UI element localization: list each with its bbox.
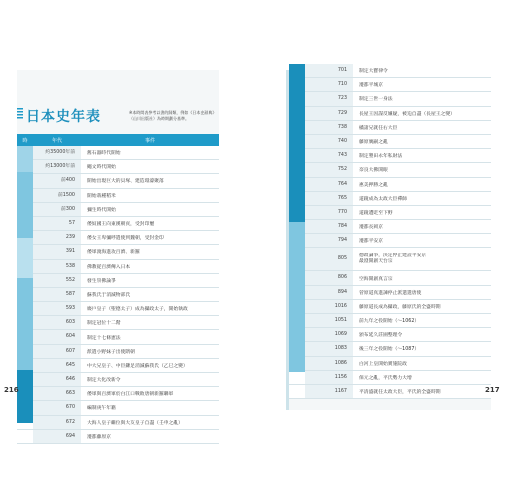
year-cell: 約13000年前 — [33, 160, 81, 173]
page-number: 217 — [485, 386, 500, 394]
table-row — [289, 371, 491, 385]
era-segment — [289, 64, 305, 222]
table-row — [289, 286, 491, 300]
event-cell: 倭女王卑彌呼遣使到魏朝，受封金印 — [87, 236, 164, 242]
year-cell: 1051 — [305, 314, 353, 327]
event-cell: 前九年之役開始（～1062） — [359, 319, 420, 325]
year-cell: 607 — [33, 345, 81, 358]
year-cell: 1016 — [305, 300, 353, 313]
table-row — [289, 248, 491, 271]
year-cell: 1167 — [305, 385, 353, 398]
table-row — [289, 149, 491, 163]
era-cell — [289, 371, 305, 384]
event-cell: 奈良大佛開眼 — [359, 168, 388, 174]
year-cell: 784 — [305, 220, 353, 233]
year-cell: 672 — [33, 416, 81, 429]
year-cell: 593 — [33, 302, 81, 315]
table-body — [17, 146, 219, 444]
right-page — [289, 68, 500, 410]
year-cell: 1156 — [305, 371, 353, 384]
table-row — [289, 357, 491, 371]
event-cell: 頒布延久莊園整理令 — [359, 333, 403, 339]
table-row — [289, 135, 491, 149]
year-cell: 743 — [305, 149, 353, 162]
table-row — [17, 245, 219, 259]
year-cell: 391 — [33, 245, 81, 258]
event-cell: 編制庚午年籍 — [87, 406, 116, 412]
year-cell: 770 — [305, 206, 353, 219]
note-line: （山川出版社）為時期劃分基準。 — [129, 115, 189, 121]
table-row — [17, 316, 219, 330]
page-number: 216 — [4, 386, 19, 394]
event-cell: 大海人皇子繼位與大友皇子自盡（壬申之亂） — [87, 420, 183, 426]
note-line: ※本時間表參考以書的歸類，例如《日本史辭典》 — [129, 110, 217, 115]
year-cell: 538 — [33, 260, 81, 273]
year-cell: 729 — [305, 107, 353, 120]
era-segment — [17, 146, 33, 172]
era-segment — [17, 238, 33, 278]
event-cell: 制定三世一身法 — [359, 97, 393, 103]
event-cell: 繩文時代開始 — [87, 165, 116, 171]
event-cell: 中大兄皇子、中臣鎌足消滅蘇我氏（乙巳之變） — [87, 363, 188, 369]
year-cell: 1069 — [305, 328, 353, 341]
era-segment — [289, 222, 305, 371]
year-cell: 738 — [305, 121, 353, 134]
event-cell: 遷都長岡京 — [359, 225, 383, 231]
table-row — [17, 416, 219, 430]
year-cell: 1086 — [305, 357, 353, 370]
table-row — [17, 359, 219, 373]
event-cell: 派遣小野妹子出使隋朝 — [87, 349, 135, 355]
year-cell: 794 — [305, 234, 353, 247]
event-cell: 倭軍與百濟軍於白江口戰敗唐朝新羅聯軍 — [87, 392, 174, 398]
page-title: 日本史年表 — [26, 109, 101, 125]
year-cell: 894 — [305, 286, 353, 299]
table-row — [17, 217, 219, 231]
table-row — [17, 330, 219, 344]
year-cell: 805 — [305, 248, 353, 270]
table-row — [289, 178, 491, 192]
event-line: 德政論爭，決定停止建設平安京 — [359, 253, 427, 259]
table-row — [17, 174, 219, 188]
year-cell: 1083 — [305, 342, 353, 355]
year-cell: 710 — [305, 78, 353, 91]
table-row — [17, 373, 219, 387]
table-row — [17, 288, 219, 302]
year-cell: 645 — [33, 359, 81, 372]
event-cell: 後三年之役開始（～1087） — [359, 347, 420, 353]
year-cell: 前300 — [33, 203, 81, 216]
left-page — [4, 70, 219, 440]
year-cell: 765 — [305, 192, 353, 205]
event-cell: 遷都平城京 — [359, 83, 383, 89]
table-row — [289, 234, 491, 248]
table-row — [17, 387, 219, 401]
timeline-table-left — [17, 134, 219, 444]
year-cell: 723 — [305, 92, 353, 105]
event-cell: 制定墾田永年私財法 — [359, 154, 403, 160]
table-header — [17, 134, 219, 146]
event-cell: 白河上皇開始實施院政 — [359, 361, 407, 367]
event-cell — [353, 253, 491, 265]
title-notes — [129, 110, 217, 121]
table-row — [289, 107, 491, 121]
event-cell: 保元之亂，平氏勢力大增 — [359, 375, 412, 381]
table-row — [289, 220, 491, 234]
year-cell: 740 — [305, 135, 353, 148]
year-cell: 239 — [33, 231, 81, 244]
era-cell — [289, 385, 305, 398]
table-row — [289, 121, 491, 135]
event-cell: 惠美押勝之亂 — [359, 182, 388, 188]
year-cell: 前400 — [33, 174, 81, 187]
event-cell: 菅原道真進諫停止派遣遣唐使 — [359, 290, 422, 296]
table-row — [289, 192, 491, 206]
table-row — [17, 302, 219, 316]
year-cell: 552 — [33, 274, 81, 287]
era-segment — [17, 370, 33, 423]
table-row — [17, 146, 219, 160]
table-body — [289, 64, 491, 399]
era-segment — [17, 172, 33, 238]
table-row — [17, 160, 219, 174]
event-cell: 佛教從百濟傳入日本 — [87, 264, 131, 270]
table-row — [289, 92, 491, 106]
table-row — [17, 231, 219, 245]
header-year: 年代 — [51, 137, 62, 144]
era-cell — [17, 430, 33, 443]
table-row — [289, 64, 491, 78]
event-cell: 道鏡遭貶至下野 — [359, 210, 393, 216]
table-row — [289, 78, 491, 92]
table-row — [17, 203, 219, 217]
year-cell: 694 — [33, 430, 81, 443]
event-cell: 廄戶皇子（聖德太子）成為攝政太子，開始執政 — [87, 307, 188, 313]
year-cell: 587 — [33, 288, 81, 301]
year-cell: 603 — [33, 316, 81, 329]
event-cell: 開始出現巨大的貝塚、建造環濠聚落 — [87, 179, 164, 185]
year-cell: 57 — [33, 217, 81, 230]
event-line: 最澄開創天台宗 — [359, 259, 393, 265]
table-row — [289, 385, 491, 399]
event-cell: 舊石器時代開始 — [87, 151, 121, 157]
event-cell: 倭奴國王向東漢朝貢，受封印璽 — [87, 222, 155, 228]
event-cell: 藤原道長成為攝政，藤原氏的全盛時期 — [359, 304, 441, 310]
year-cell: 701 — [305, 64, 353, 77]
year-cell: 764 — [305, 178, 353, 191]
table-row — [17, 401, 219, 415]
year-cell: 前1500 — [33, 189, 81, 202]
event-cell: 道鏡成為太政大臣禪師 — [359, 196, 407, 202]
table-row — [289, 271, 491, 285]
table-row — [17, 189, 219, 203]
event-cell: 蘇我氏于消滅物部氏 — [87, 292, 131, 298]
event-cell: 遷都藤原京 — [87, 434, 111, 440]
event-cell: 橘諸兄就任右大臣 — [359, 125, 398, 131]
event-cell: 制定大寶律令 — [359, 69, 388, 75]
year-cell: 約35000年前 — [33, 146, 81, 159]
event-cell: 藤原廣嗣之亂 — [359, 140, 388, 146]
table-row — [289, 314, 491, 328]
table-row — [17, 260, 219, 274]
event-cell: 制定冠位十二階 — [87, 321, 121, 327]
event-cell: 遷都平安京 — [359, 239, 383, 245]
table-row — [289, 206, 491, 220]
year-cell: 806 — [305, 271, 353, 284]
table-row — [289, 300, 491, 314]
year-cell: 670 — [33, 401, 81, 414]
stripe-icon — [17, 108, 23, 120]
event-cell: 制定大化改新令 — [87, 378, 121, 384]
header-era: 時 — [22, 137, 28, 144]
year-cell: 646 — [33, 373, 81, 386]
title-area — [17, 70, 219, 132]
table-row — [17, 430, 219, 444]
event-cell: 倭軍渡海進攻百濟、新羅 — [87, 250, 140, 256]
table-row — [17, 274, 219, 288]
header-event: 事件 — [144, 137, 155, 144]
event-cell: 彌生時代開始 — [87, 207, 116, 213]
table-row — [17, 345, 219, 359]
event-cell: 長屋王因謀反嫌疑，被迫自盡（長屋王之變） — [359, 111, 455, 117]
event-cell: 平清盛就任太政大臣，平氏的全盛時期 — [359, 390, 441, 396]
event-cell: 空海開創真言宗 — [359, 276, 393, 282]
event-cell: 發生崇佛論爭 — [87, 278, 116, 284]
era-segment — [17, 278, 33, 370]
table-row — [289, 163, 491, 177]
timeline-table-right — [289, 64, 491, 399]
year-cell: 604 — [33, 330, 81, 343]
year-cell: 752 — [305, 163, 353, 176]
year-cell: 663 — [33, 387, 81, 400]
table-row — [289, 328, 491, 342]
event-cell: 制定十七條憲法 — [87, 335, 121, 341]
event-cell: 開始栽種稻米 — [87, 193, 116, 199]
table-row — [289, 342, 491, 356]
